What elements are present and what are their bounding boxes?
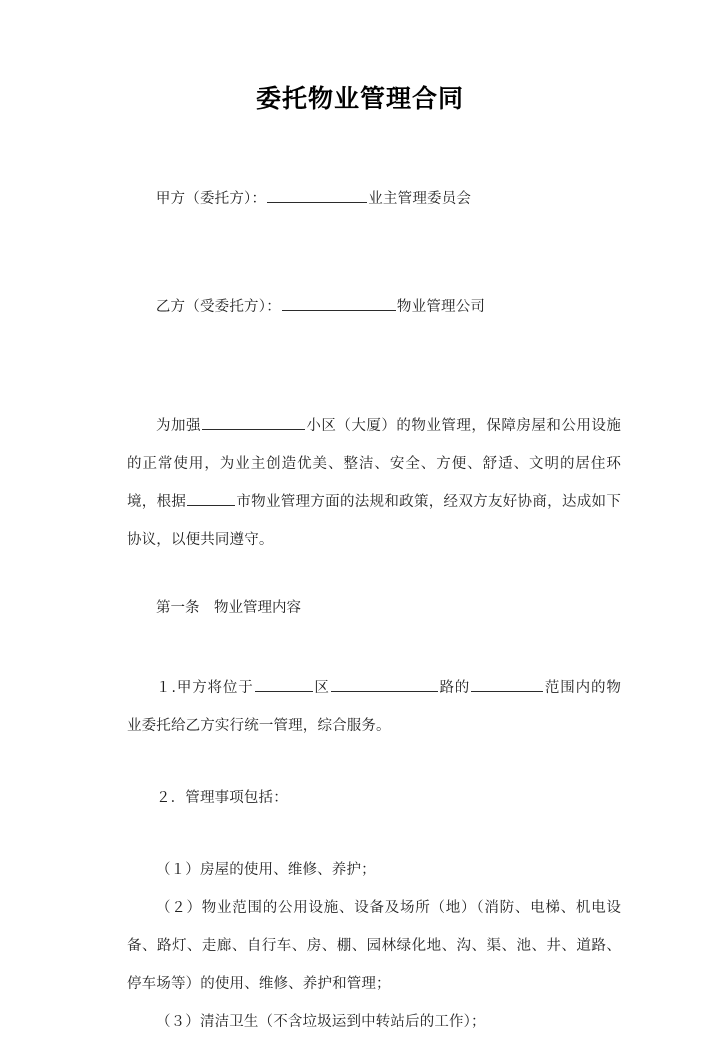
article-one-item-2-intro: ２．管理事项包括： [156, 790, 288, 806]
spacer [127, 559, 621, 593]
party-b-blank[interactable] [282, 295, 396, 311]
party-a-blank[interactable] [267, 187, 367, 203]
district-blank[interactable] [255, 676, 313, 692]
spacer [127, 745, 621, 779]
preamble-part3: 市物业管理方面的法规和政策，经双方友好协商，达成如下协议，以便共同遵守。 [127, 494, 621, 548]
article-one-item-2-sub-3: （３）清洁卫生（不含垃圾运到中转站后的工作）； [156, 1014, 486, 1030]
item1-part2: 区 [313, 680, 330, 696]
preamble-part1: 为加强 [156, 418, 201, 434]
article-one-item-2-sub-1: （１）房屋的使用、维修、养护； [156, 862, 376, 878]
road-blank[interactable] [331, 676, 438, 692]
spacer [127, 817, 621, 851]
page-title: 委托物业管理合同 [255, 84, 464, 113]
article-one-item-1 [127, 669, 621, 745]
community-name-blank[interactable] [202, 414, 305, 430]
scope-blank[interactable] [471, 676, 543, 692]
party-a-line [127, 145, 621, 253]
party-b-label: 乙方（受委托方）： [155, 299, 281, 315]
preamble-paragraph [127, 407, 621, 559]
party-a-suffix: 业主管理委员会 [368, 191, 472, 207]
party-b-suffix: 物业管理公司 [396, 299, 486, 315]
party-a-label: 甲方（委托方）： [155, 191, 267, 207]
item1-part1: １.甲方将位于 [156, 680, 254, 696]
article-one-heading: 第一条 物业管理内容 [156, 600, 301, 616]
article-one-item-2-sub-2: （２）物业范围的公用设施、设备及场所（地）（消防、电梯、机电设备、路灯、走廊、自行车、房、棚、园林绿化地、沟、渠、池、井、道路、停车场等）的使用、维修、养护和管理； [127, 900, 621, 992]
item1-part3: 路的 [438, 680, 471, 696]
preamble-part2: 小区（大厦）的物业管理，保障房屋和公用设施的正常使用，为业主创造优美、整洁、安全、方便、舒适、文明的居住环境，根据 [127, 418, 621, 510]
item1-part4: 范围内的物业委托给乙方实行统一管理，综合服务。 [127, 680, 621, 734]
party-b-line [127, 253, 621, 361]
spacer [127, 623, 621, 669]
document-body [127, 145, 621, 1041]
spacer [127, 361, 621, 407]
city-name-blank[interactable] [187, 490, 235, 506]
